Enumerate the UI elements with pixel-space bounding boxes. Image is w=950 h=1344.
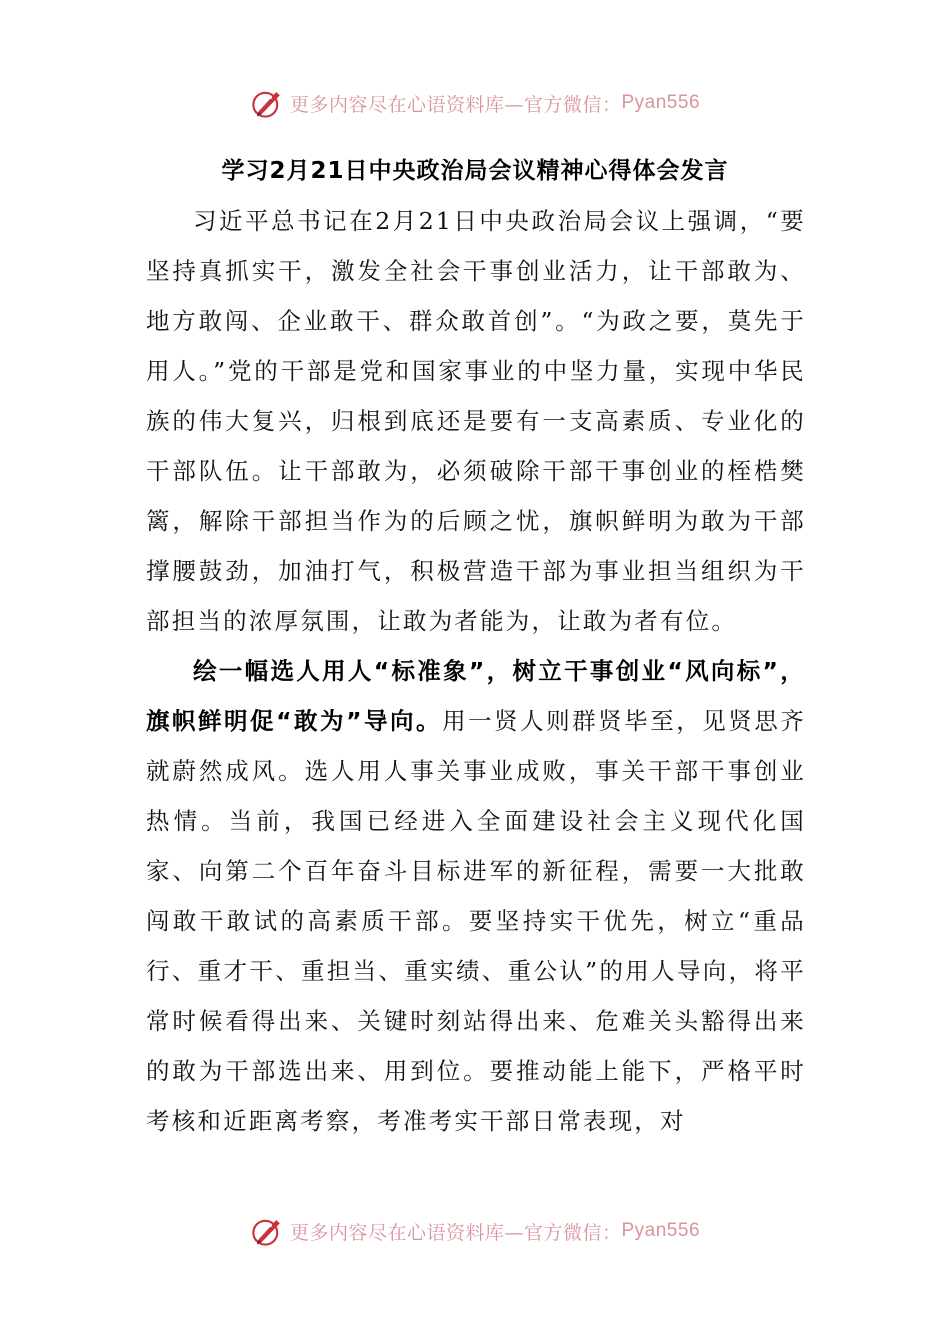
watermark-text: 更多内容尽在心语资料库—官方微信：	[289, 1221, 622, 1244]
document-title: 学习2月21日中央政治局会议精神心得体会发言	[221, 158, 729, 184]
watermark-header	[0, 83, 950, 123]
paragraph-2-lead: 绘一幅选人用人“标准象”，树立干事创业“风向标”，旗帜鲜明促“敢为”导向。	[146, 657, 806, 735]
document-body	[146, 196, 806, 1146]
paragraph-1	[146, 196, 806, 646]
pen-logo-icon	[250, 86, 284, 120]
watermark-footer	[0, 1211, 950, 1251]
watermark-wechat-id: Pyan556	[621, 1220, 701, 1241]
pen-logo-icon	[250, 1214, 284, 1248]
paragraph-2	[146, 646, 806, 1146]
paragraph-1-text: 习近平总书记在2月21日中央政治局会议上强调，“要坚持真抓实干，激发全社会干事创业活力，让干部敢为、地方敢闯、企业敢干、群众敢首创”。“为政之要，莫先于用人。”党的干部是党和国家事业的中坚力量，实现中华民族的伟大复兴，归根到底还是要有一支高素质、专业化的干部队伍。让干部敢为，必须破除干部干事创业的桎梏樊篱，解除干部担当作为的后顾之忧，旗帜鲜明为敢为干部撑腰鼓劲，加油打气，积极营造干部为事业担当组织为干部担当的浓厚氛围，让敢为者能为，让敢为者有位。	[146, 207, 806, 635]
watermark-text: 更多内容尽在心语资料库—官方微信：	[289, 93, 622, 116]
paragraph-2-text: 用一贤人则群贤毕至，见贤思齐就蔚然成风。选人用人事关事业成败，事关干部干事创业热情。当前，我国已经进入全面建设社会主义现代化国家、向第二个百年奋斗目标进军的新征程，需要一大批敢闯敢干敢试的高素质干部。要坚持实干优先，树立“重品行、重才干、重担当、重实绩、重公认”的用人导向，将平常时候看得出来、关键时刻站得出来、危难关头豁得出来的敢为干部选出来、用到位。要推动能上能下，严格平时考核和近距离考察，考准考实干部日常表现，对	[146, 707, 806, 1135]
watermark-wechat-id: Pyan556	[621, 92, 701, 113]
